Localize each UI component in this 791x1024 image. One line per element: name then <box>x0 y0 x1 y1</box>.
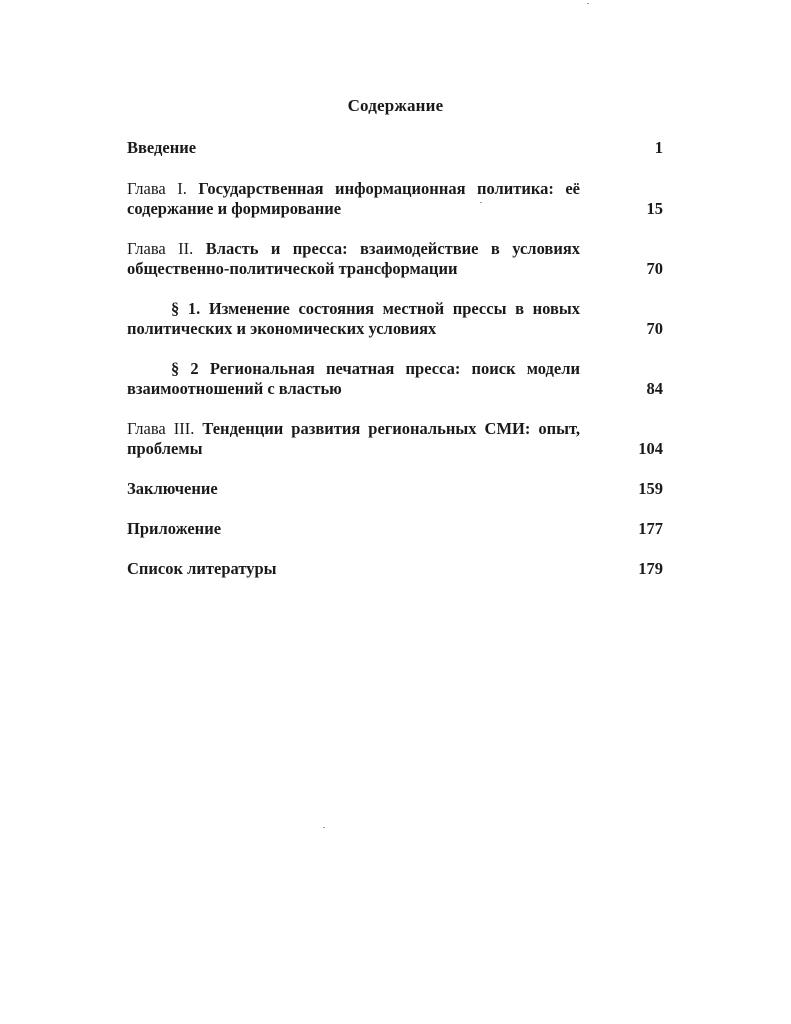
toc-entry-label: Приложение <box>127 519 222 538</box>
toc-entry-chapter-2 <box>127 239 663 279</box>
toc-entry-appendix <box>127 519 663 539</box>
toc-entry-conclusion <box>127 479 663 499</box>
toc-entry-label: Список литературы <box>127 559 277 578</box>
toc-entry-label <box>127 239 580 279</box>
toc-entry-label <box>127 419 580 459</box>
toc-entry-label: § 2 Региональная печатная пресса: поиск модели взаимоотношений с властью <box>127 359 580 398</box>
toc-entry-chapter-3 <box>127 419 663 459</box>
toc-entry-prefix: Глава III. <box>127 419 195 438</box>
toc-entry-page: 70 <box>646 319 663 338</box>
toc-entry-bibliography <box>127 559 663 579</box>
toc-entry-prefix: Глава I. <box>127 179 187 198</box>
toc-entry-title: Власть и пресса: взаимодействие в условиях общественно-политической трансформации <box>127 239 580 278</box>
toc-entry-page: 177 <box>638 519 663 538</box>
toc-entry-page: 1 <box>654 138 663 157</box>
toc-entry-page: 15 <box>646 199 663 218</box>
scan-speck <box>323 827 325 828</box>
toc-entry-section-1 <box>127 299 663 339</box>
toc-entry-section-2 <box>127 359 663 399</box>
toc-entry-page: 84 <box>646 379 663 398</box>
toc-entry-label: Введение <box>127 138 197 157</box>
toc-entry-title: Государственная информационная политика: её содержание и формирование <box>127 179 581 218</box>
toc-entry-page: 179 <box>638 559 663 578</box>
toc-entry-label <box>127 179 580 219</box>
toc-entry-prefix: Глава II. <box>127 239 194 258</box>
toc-entry-title: Тенденции развития региональных СМИ: опыт, проблемы <box>127 419 580 458</box>
scan-speck <box>480 202 482 203</box>
toc-entry-chapter-1 <box>127 179 663 219</box>
toc-entry-label: § 1. Изменение состояния местной прессы в новых политических и экономических условиях <box>127 299 580 338</box>
toc-entry-page: 104 <box>638 439 663 458</box>
toc-entry-page: 159 <box>638 479 663 498</box>
toc-entry-page: 70 <box>646 259 663 278</box>
toc-entry-label: Заключение <box>127 479 218 498</box>
scan-speck <box>587 3 589 4</box>
toc-entry-introduction <box>127 138 663 158</box>
page-title: Содержание <box>347 96 444 115</box>
